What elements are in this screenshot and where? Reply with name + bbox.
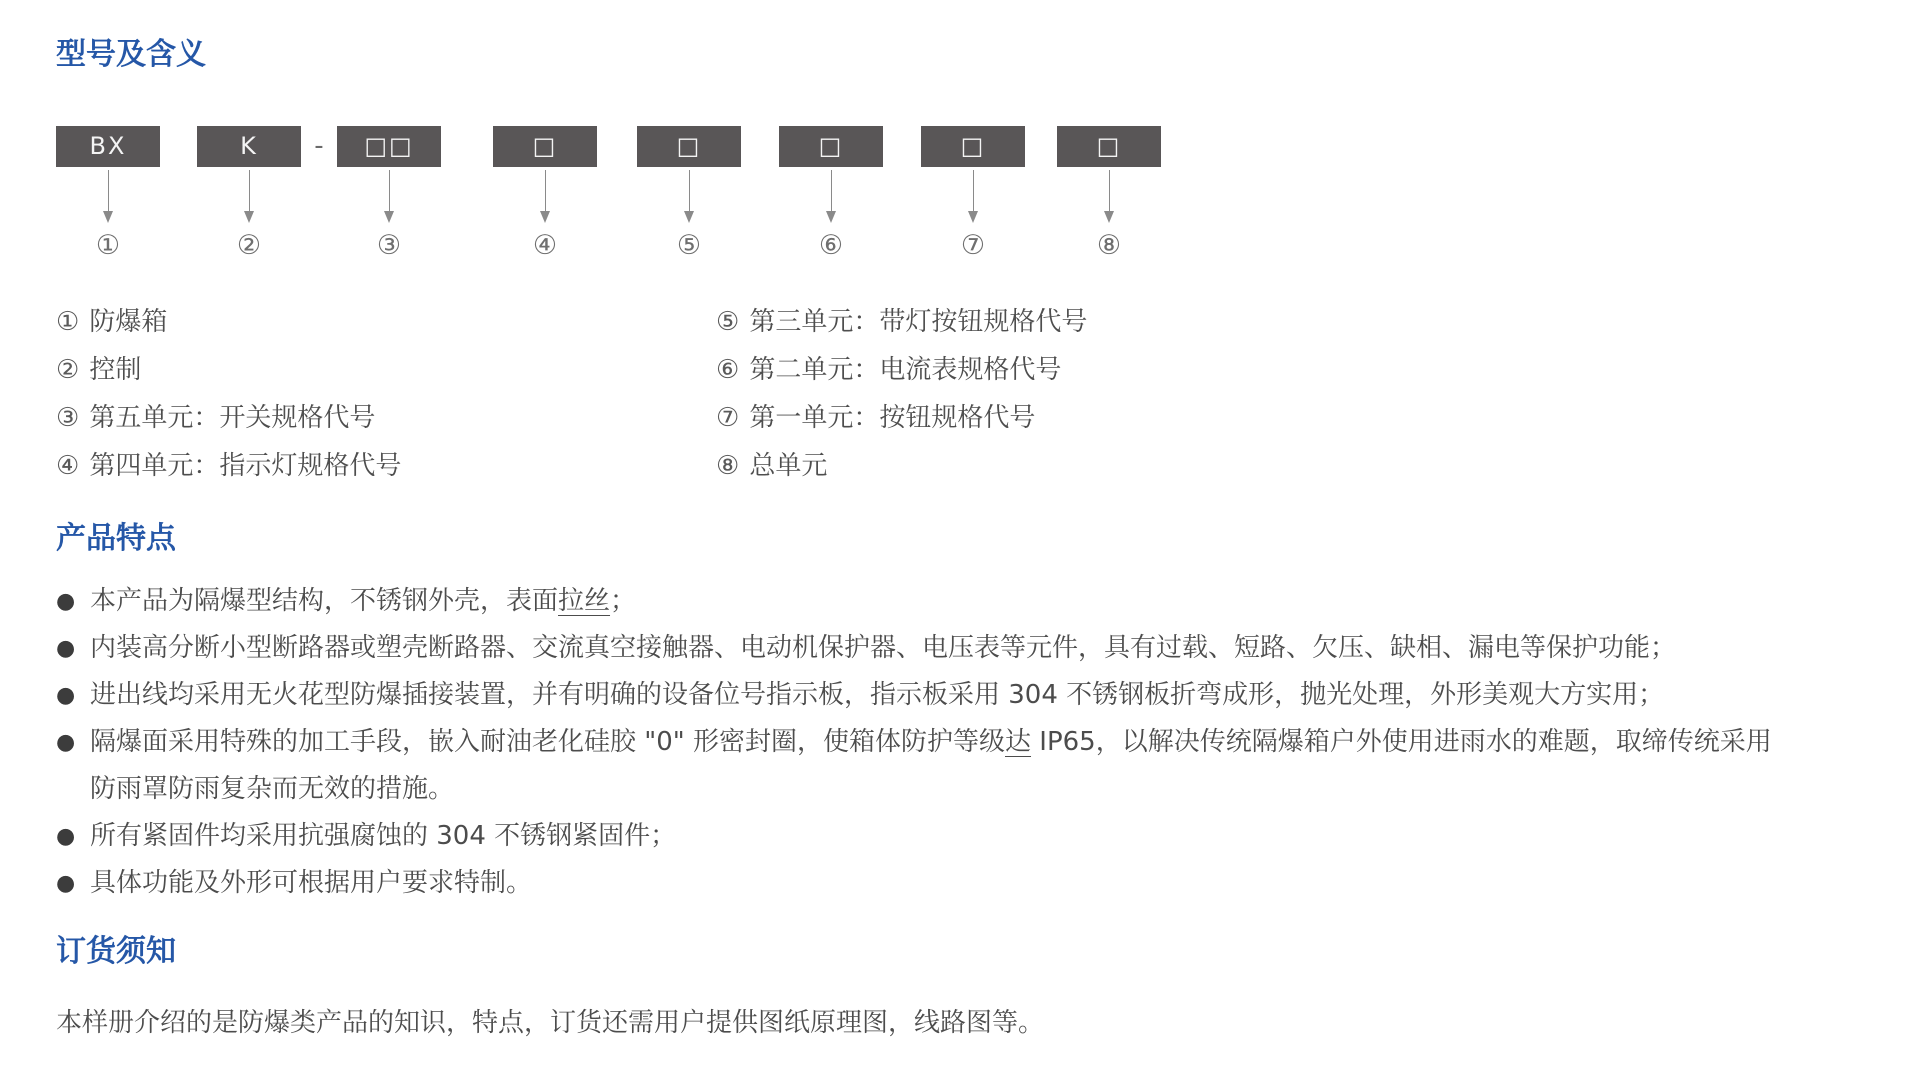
down-arrow-icon	[779, 167, 883, 225]
feature-text: 内装高分断小型断路器或塑壳断路器、交流真空接触器、电动机保护器、电压表等元件，具有过载、短路、欠压、缺相、漏电等保护功能；	[90, 633, 1677, 663]
definition-number: ③	[56, 403, 80, 433]
definition-item	[716, 298, 1087, 346]
circled-number: ④	[532, 230, 558, 261]
bullet-icon: ●	[56, 636, 76, 661]
model-unit-3	[337, 126, 441, 261]
section-ordering	[56, 933, 1796, 1041]
definition-label: 第二单元：电流表规格代号	[749, 355, 1062, 385]
feature-text: 本产品为隔爆型结构，不锈钢外壳，表面	[90, 586, 559, 616]
feature-item	[56, 719, 1796, 813]
model-section-title: 型号及含义	[56, 37, 206, 72]
down-arrow-icon	[637, 167, 741, 225]
down-arrow-icon	[493, 167, 597, 225]
feature-text-underlined: 拉丝	[558, 586, 611, 616]
down-arrow-icon	[337, 167, 441, 225]
model-code-box: K	[197, 126, 301, 167]
model-unit-2	[197, 126, 301, 261]
definition-number: ⑥	[716, 355, 740, 385]
circled-number: ②	[236, 230, 262, 261]
model-unit-8	[1057, 126, 1161, 261]
definition-number: ⑧	[716, 451, 740, 481]
bullet-icon: ●	[56, 589, 76, 614]
feature-text: ；	[610, 586, 637, 616]
definition-item	[56, 346, 716, 394]
model-unit-1	[56, 126, 160, 261]
model-code-box: □□	[337, 126, 441, 167]
definition-label: 第三单元：带灯按钮规格代号	[749, 307, 1088, 337]
definition-item	[56, 298, 716, 346]
model-diagram	[56, 126, 1796, 266]
model-unit-6	[779, 126, 883, 261]
circled-number: ①	[95, 230, 121, 261]
down-arrow-icon	[921, 167, 1025, 225]
definition-number: ②	[56, 355, 80, 385]
definition-item	[56, 442, 716, 490]
feature-item	[56, 578, 1796, 625]
feature-item	[56, 813, 1796, 860]
model-unit-5	[637, 126, 741, 261]
definition-label: 总单元	[749, 451, 828, 481]
bullet-icon: ●	[56, 871, 76, 896]
feature-text-underlined: 达	[1005, 727, 1032, 757]
definition-label: 第四单元：指示灯规格代号	[89, 451, 402, 481]
model-separator-dash: -	[314, 131, 324, 161]
feature-text: 具体功能及外形可根据用户要求特制。	[90, 868, 533, 898]
model-code-box: BX	[56, 126, 160, 167]
feature-text: IP65，以解决传统隔爆箱户外使用进雨水的难题，取缔传统采用防雨罩防雨复杂而无效的措施。	[90, 727, 1772, 804]
definitions-right-column	[716, 298, 1087, 490]
model-unit-7	[921, 126, 1025, 261]
down-arrow-icon	[56, 167, 160, 225]
model-code-box: □	[779, 126, 883, 167]
definition-label: 防爆箱	[89, 307, 168, 337]
model-code-box: □	[921, 126, 1025, 167]
definition-item	[716, 346, 1087, 394]
down-arrow-icon	[197, 167, 301, 225]
section-features	[56, 520, 1796, 907]
feature-item	[56, 625, 1796, 672]
definition-item	[716, 394, 1087, 442]
circled-number: ⑥	[818, 230, 844, 261]
feature-list	[56, 578, 1796, 907]
feature-text: 隔爆面采用特殊的加工手段，嵌入耐油老化硅胶 "0" 形密封圈，使箱体防护等级	[90, 727, 1005, 757]
definition-item	[716, 442, 1087, 490]
definition-number: ④	[56, 451, 80, 481]
definition-number: ①	[56, 307, 80, 337]
ordering-section-title: 订货须知	[56, 934, 176, 969]
down-arrow-icon	[1057, 167, 1161, 225]
bullet-icon: ●	[56, 824, 76, 849]
circled-number: ⑦	[960, 230, 986, 261]
bullet-icon: ●	[56, 683, 76, 708]
section-model	[56, 36, 1796, 490]
features-section-title: 产品特点	[56, 521, 176, 556]
model-definitions	[56, 298, 1796, 490]
circled-number: ⑤	[676, 230, 702, 261]
definition-label: 第一单元：按钮规格代号	[749, 403, 1036, 433]
definitions-left-column	[56, 298, 716, 490]
model-code-box: □	[637, 126, 741, 167]
circled-number: ③	[376, 230, 402, 261]
definition-number: ⑤	[716, 307, 740, 337]
definition-label: 第五单元：开关规格代号	[89, 403, 376, 433]
definition-label: 控制	[89, 355, 142, 385]
feature-text: 进出线均采用无火花型防爆插接装置，并有明确的设备位号指示板，指示板采用 304 不锈钢板折弯成形，抛光处理，外形美观大方实用；	[90, 680, 1665, 710]
ordering-note: 本样册介绍的是防爆类产品的知识，特点，订货还需用户提供图纸原理图，线路图等。	[56, 1008, 1045, 1038]
feature-item	[56, 672, 1796, 719]
model-code-box: □	[493, 126, 597, 167]
model-unit-4	[493, 126, 597, 261]
model-code-box: □	[1057, 126, 1161, 167]
definition-number: ⑦	[716, 403, 740, 433]
bullet-icon: ●	[56, 730, 76, 755]
circled-number: ⑧	[1096, 230, 1122, 261]
definition-item	[56, 394, 716, 442]
feature-text: 所有紧固件均采用抗强腐蚀的 304 不锈钢紧固件；	[90, 821, 677, 851]
feature-item	[56, 860, 1796, 907]
